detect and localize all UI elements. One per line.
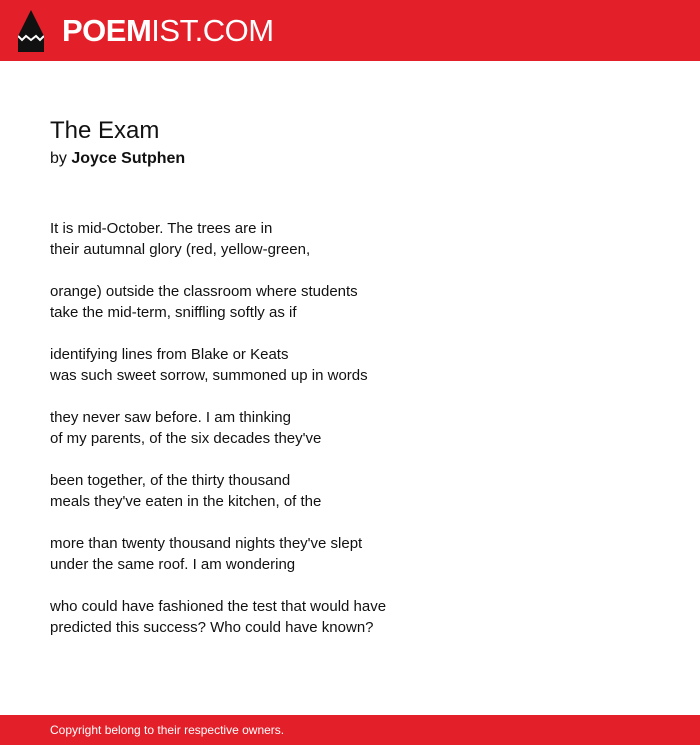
poem-line: of my parents, of the six decades they've bbox=[50, 430, 322, 447]
poem-line: was such sweet sorrow, summoned up in words bbox=[50, 367, 368, 384]
stanza bbox=[50, 218, 650, 260]
stanza bbox=[50, 470, 650, 512]
site-header bbox=[0, 0, 700, 61]
poem-line: more than twenty thousand nights they've slept bbox=[50, 535, 363, 552]
site-footer bbox=[0, 715, 700, 745]
byline-label: by bbox=[50, 150, 67, 167]
poem-line: meals they've eaten in the kitchen, of the bbox=[50, 493, 322, 510]
poem-line: predicted this success? Who could have known? bbox=[50, 619, 374, 636]
site-logo[interactable] bbox=[62, 12, 274, 50]
poem-body bbox=[50, 218, 650, 659]
stanza bbox=[50, 407, 650, 449]
poem-line: It is mid-October. The trees are in bbox=[50, 220, 273, 237]
author-name[interactable]: Joyce Sutphen bbox=[71, 150, 186, 167]
stanza bbox=[50, 533, 650, 575]
poem-line: they never saw before. I am thinking bbox=[50, 409, 291, 426]
stanza bbox=[50, 281, 650, 323]
poem-line: their autumnal glory (red, yellow-green, bbox=[50, 241, 311, 258]
pencil-icon[interactable] bbox=[18, 10, 44, 52]
byline bbox=[50, 148, 185, 170]
copyright-text: Copyright belong to their respective owners. bbox=[50, 723, 285, 737]
logo-strong-text: POEM bbox=[62, 13, 152, 48]
poem-line: take the mid-term, sniffling softly as if bbox=[50, 304, 297, 321]
poem-title: The Exam bbox=[50, 117, 160, 144]
poem-line: under the same roof. I am wondering bbox=[50, 556, 296, 573]
poem-line: orange) outside the classroom where students bbox=[50, 283, 358, 300]
poem-line: identifying lines from Blake or Keats bbox=[50, 346, 289, 363]
stanza bbox=[50, 596, 650, 638]
logo-light-text: IST.COM bbox=[151, 13, 274, 48]
stanza bbox=[50, 344, 650, 386]
poem-line: been together, of the thirty thousand bbox=[50, 472, 291, 489]
poem-line: who could have fashioned the test that would have bbox=[50, 598, 387, 615]
